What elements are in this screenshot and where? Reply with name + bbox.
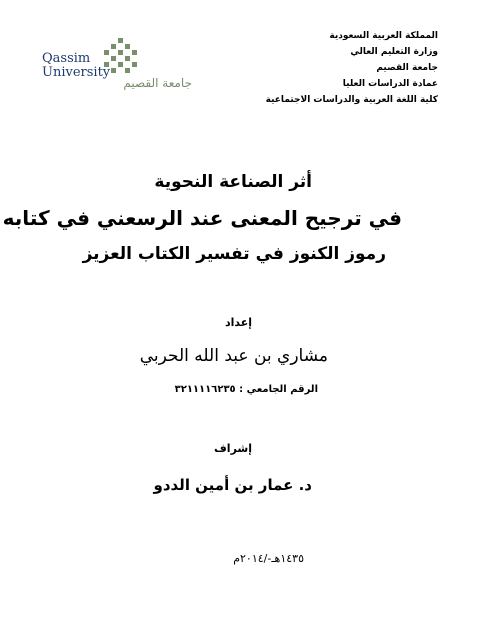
submission-date: ١٤٣٥هـ-/٢٠١٤م: [233, 552, 304, 565]
institution-header: [265, 28, 438, 108]
header-line-college: كلية اللغة العربية والدراسات الاجتماعية: [265, 95, 438, 105]
title-line-2: في ترجيح المعنى عند الرسعني في كتابه: [2, 206, 402, 230]
supervision-label: إشراف: [214, 442, 252, 455]
logo-english-text: [42, 52, 110, 80]
logo-arabic-text: جامعة القصيم: [123, 76, 192, 90]
university-logo: [42, 38, 192, 92]
header-line-university: جامعة القصيم: [376, 63, 438, 73]
title-line-1: أثر الصناعة النحوية: [154, 172, 312, 192]
preparation-label: إعداد: [224, 316, 252, 329]
supervisor-name: د. عمار بن أمين الددو: [153, 476, 312, 494]
title-line-3: رموز الكنوز في تفسير الكتاب العزيز: [82, 244, 386, 264]
student-id: الرقم الجامعي : ٣٢١١١١٦٢٣٥: [174, 384, 318, 395]
header-line-country: المملكة العربية السعودية: [329, 31, 438, 41]
logo-english-line2: University: [42, 65, 111, 80]
header-line-ministry: وزارة التعليم العالي: [350, 47, 438, 57]
author-name: مشاري بن عبد الله الحربي: [139, 346, 328, 366]
logo-english-line1: Qassim: [42, 51, 91, 66]
header-line-deanship: عمادة الدراسات العليا: [342, 79, 438, 89]
